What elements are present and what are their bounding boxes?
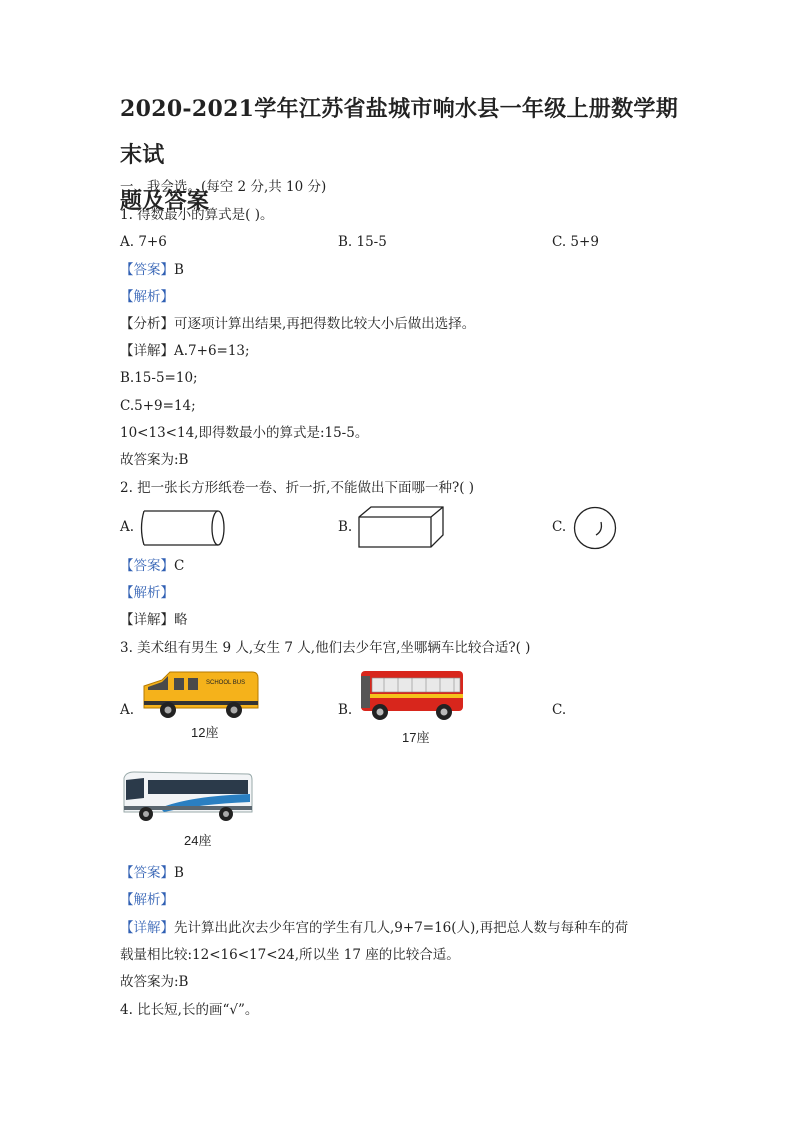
- q1-analysis-tag: 【解析】: [120, 289, 174, 305]
- q1-detail-1: [120, 341, 250, 361]
- answer-value: B: [174, 865, 184, 881]
- q1-detail-4: 10<13<14,即得数最小的算式是:15-5。: [120, 425, 369, 441]
- q3-conclusion: 故答案为:B: [120, 974, 189, 990]
- fenxi-text: 可逐项计算出结果,再把得数比较大小后做出选择。: [174, 316, 476, 332]
- q2-analysis-tag: 【解析】: [120, 585, 174, 601]
- q3-detail-1: [120, 918, 628, 938]
- caption-17-seats: 17座: [402, 730, 430, 745]
- q1-stem: 1. 得数最小的算式是( )。: [120, 207, 274, 223]
- detail-tag: 【详解】: [120, 343, 174, 359]
- q2-detail: [120, 610, 188, 630]
- caption-12-seats: 12座: [191, 725, 219, 740]
- q1-fenxi: [120, 314, 475, 334]
- title-line-1: 2020-2021学年江苏省盐城市响水县一年级上册数学期末试: [120, 96, 678, 168]
- answer-value: C: [174, 558, 185, 574]
- cuboid-figure: [355, 505, 447, 549]
- q3-analysis-tag: 【解析】: [120, 892, 174, 908]
- detail-text: 略: [174, 612, 188, 628]
- answer-tag: 【答案】: [120, 558, 174, 574]
- sphere-figure: [572, 505, 618, 551]
- q3-label-b: B.: [338, 702, 353, 718]
- school-bus-image: [140, 668, 260, 720]
- q1-conclusion: 故答案为:B: [120, 452, 189, 468]
- white-bus-image: [120, 768, 256, 826]
- answer-tag: 【答案】: [120, 262, 174, 278]
- answer-tag: 【答案】: [120, 865, 174, 881]
- q2-label-b: B.: [338, 519, 353, 535]
- q3-label-a: A.: [120, 702, 135, 718]
- q2-answer: [120, 556, 184, 576]
- q1-option-b: B. 15-5: [338, 234, 387, 250]
- answer-value: B: [174, 262, 184, 278]
- q1-answer: [120, 260, 184, 280]
- title-line-2: 题及答案: [120, 188, 210, 214]
- cylinder-figure: [138, 508, 230, 548]
- q2-label-c: C.: [552, 519, 567, 535]
- detail-tag: 【详解】: [120, 612, 174, 628]
- q4-stem: 4. 比长短,长的画“√”。: [120, 1002, 259, 1018]
- q2-stem: 2. 把一张长方形纸卷一卷、折一折,不能做出下面哪一种?( ): [120, 480, 475, 496]
- detail-text: 先计算出此次去少年宫的学生有几人,9+7=16(人),再把总人数与每种车的荷: [174, 920, 629, 936]
- q1-detail-2: B.15-5=10;: [120, 370, 198, 386]
- q3-label-c: C.: [552, 702, 567, 718]
- q3-detail-2: 载量相比较:12<16<17<24,所以坐 17 座的比较合适。: [120, 947, 460, 963]
- q3-stem: 3. 美术组有男生 9 人,女生 7 人,他们去少年宫,坐哪辆车比较合适?( ): [120, 640, 531, 656]
- detail-tag: 【详解】: [120, 920, 174, 936]
- q1-option-c: C. 5+9: [552, 234, 599, 250]
- detail-text: A.7+6=13;: [174, 343, 250, 359]
- q2-label-a: A.: [120, 519, 135, 535]
- caption-24-seats: 24座: [184, 833, 212, 848]
- fenxi-tag: 【分析】: [120, 316, 174, 332]
- document-title: [120, 86, 680, 224]
- q1-option-a: A. 7+6: [120, 234, 167, 250]
- q1-detail-3: C.5+9=14;: [120, 398, 196, 414]
- q3-answer: [120, 863, 184, 883]
- section-heading: 一、我会选。(每空 2 分,共 10 分): [120, 179, 327, 195]
- bus-sign-text: SCHOOL BUS: [206, 680, 246, 686]
- red-bus-image: [358, 668, 466, 724]
